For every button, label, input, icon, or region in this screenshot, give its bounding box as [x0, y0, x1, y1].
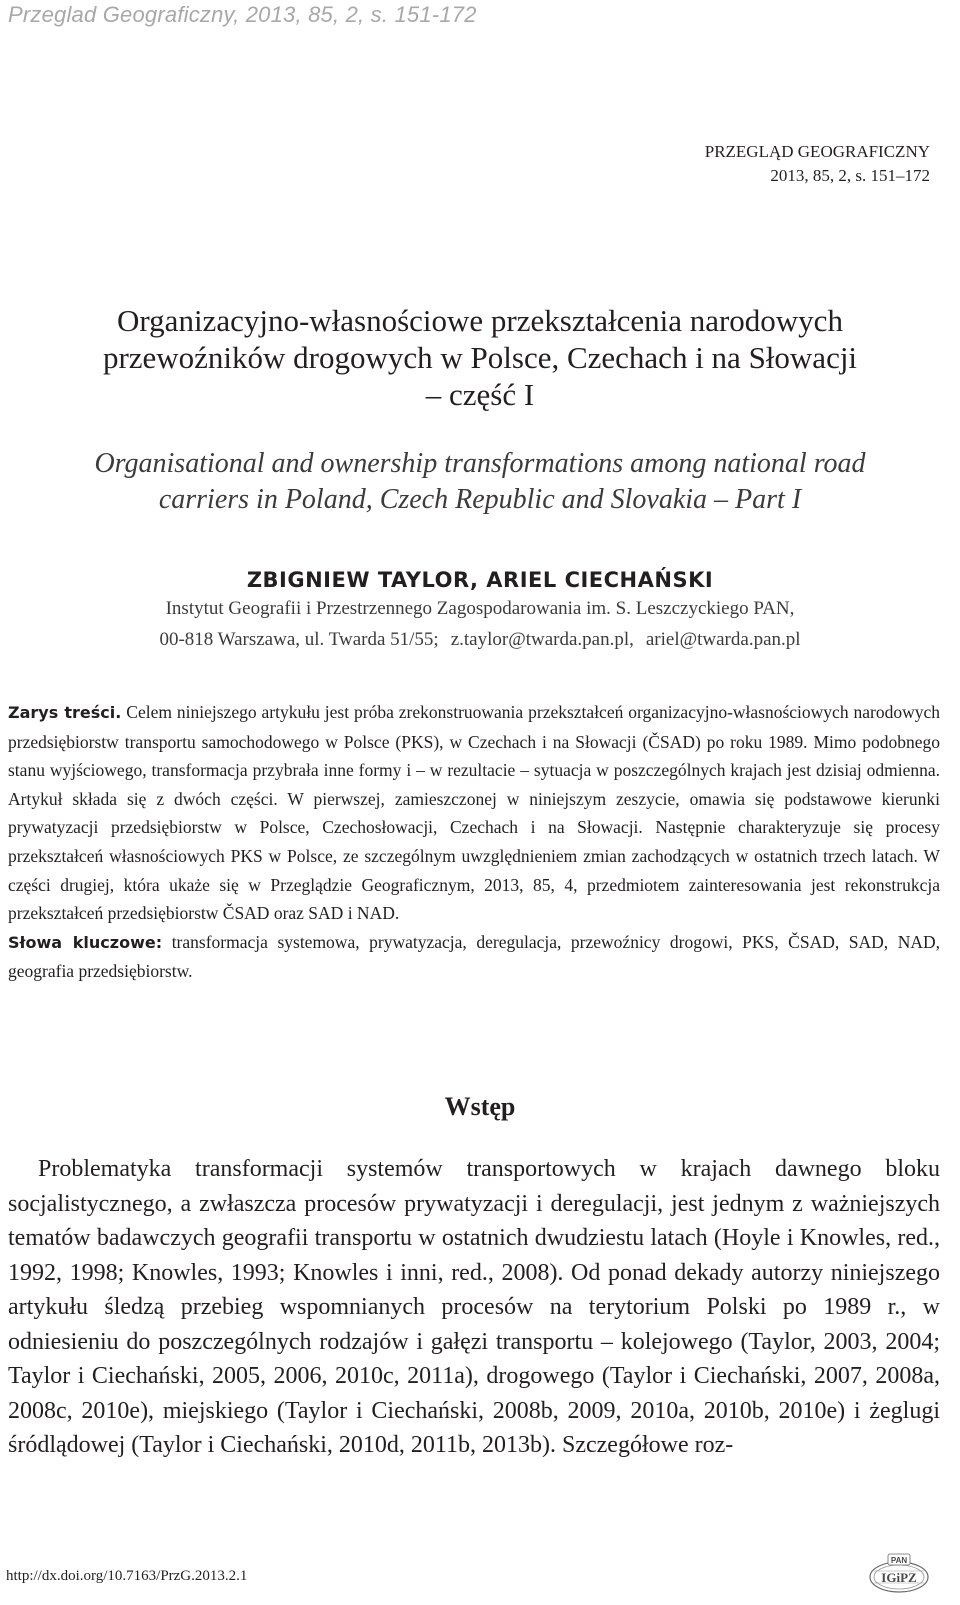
english-title — [0, 446, 960, 518]
keywords-text: transformacja systemowa, prywatyzacja, deregulacja, przewoźnicy drogowi, PKS, ČSAD, SAD, NAD, geografia przedsiębiorstw. — [8, 931, 941, 982]
affiliation-institute: Instytut Geografii i Przestrzennego Zagospodarowania im. S. Leszczyckiego PAN, — [165, 598, 795, 619]
abstract — [8, 698, 940, 986]
journal-header — [705, 140, 930, 188]
title-line-1: Organizacyjno-własnościowe przekształcenia narodowych — [117, 303, 843, 338]
intro-paragraph: Problematyka transformacji systemów transportowych w krajach dawnego bloku socjalistycznego, a zwłaszcza procesów prywatyzacji i deregulacji, jest jednym z ważniejszych tematów badawczych geografii transportu w ostatnich dwudziestu latach (Hoyle i Knowles, red., 1992, 1998; Knowles, 1993; Knowles i inni, red., 2008). Od ponad dekady autorzy niniejszego artykułu śledzą przebieg wspomnianych procesów na terytorium Polski po 1989 r., w odniesieniu do poszczególnych rodzajów i gałęzi transportu – kolejowego (Taylor, 2003, 2004; Taylor i Ciechański, 2005, 2006, 2010c, 2011a), drogowego (Taylor i Ciechański, 2007, 2008a, 2008c, 2010e), miejskiego (Taylor i Ciechański, 2008b, 2009, 2010a, 2010b, 2010e) i żeglugi śródlądowej (Taylor i Ciechański, 2010d, 2011b, 2013b). Szczegółowe roz- — [8, 1156, 940, 1458]
english-title-line-1: Organisational and ownership transformations among national road — [94, 448, 866, 479]
introduction — [8, 1152, 940, 1463]
english-title-line-2: carriers in Poland, Czech Republic and Slovakia – Part I — [158, 484, 802, 515]
affiliation-contact — [0, 624, 960, 655]
abstract-label: Zarys treści. — [8, 703, 122, 722]
source-watermark: Przeglad Geograficzny, 2013, 85, 2, s. 151-172 — [8, 2, 477, 27]
affiliation-address: 00-818 Warszawa, ul. Twarda 51/55; — [159, 629, 439, 650]
journal-issue: 2013, 85, 2, s. 151–172 — [770, 166, 930, 185]
abstract-text: Celem niniejszego artykułu jest próba zrekonstruowania przekształceń organizacyjno-własnościowych narodowych przedsiębiorstw transportu samochodowego w Polsce (PKS), w Czechach i na Słowacji (ČSAD) po roku 1989. Mimo podobnego stanu wyjściowego, transformacja przybrała inne formy i – w rezultacie – sytuacja w poszczególnych krajach jest dzisiaj odmienna. Artykuł składa się z dwóch części. W pierwszej, zamieszczonej w niniejszym zeszycie, omawia się podstawowe kierunki prywatyzacji przedsiębiorstw w Polsce, Czechosłowacji, Czechach i na Słowacji. Następnie charakteryzuje się procesy przekształceń własnościowych PKS w Polsce, ze szczególnym uwzględnieniem zmian zachodzących w ostatnich trzech latach. W części drugiej, która ukaże się w Przeglądzie Geograficznym, 2013, 85, 4, przedmiotem zainteresowania jest rekonstrukcja przekształceń przedsiębiorstw ČSAD oraz SAD i NAD. — [8, 702, 941, 924]
logo-main-text: IGiPZ — [881, 1570, 917, 1585]
title-line-2: przewoźników drogowych w Polsce, Czechach i na Słowacji — [102, 340, 858, 375]
doi-link[interactable]: http://dx.doi.org/10.7163/PrzG.2013.2.1 — [6, 1568, 248, 1584]
igipz-logo-svg — [868, 1553, 930, 1597]
abstract-paragraph — [8, 698, 940, 928]
article-title — [0, 302, 960, 413]
email-link-1[interactable]: z.taylor@twarda.pan.pl, — [450, 629, 634, 650]
title-line-3: – część I — [425, 377, 535, 412]
email-link-2[interactable]: ariel@twarda.pan.pl — [645, 629, 801, 650]
logo-top-text: PAN — [890, 1556, 908, 1565]
section-heading: Wstęp — [444, 1092, 516, 1121]
keywords-label: Słowa kluczowe: — [8, 932, 163, 952]
authors: ZBIGNIEW TAYLOR, ARIEL CIECHAŃSKI — [246, 568, 714, 592]
affiliation — [0, 593, 960, 655]
journal-name: PRZEGLĄD GEOGRAFICZNY — [704, 142, 930, 161]
igipz-logo-icon — [868, 1553, 930, 1597]
keywords-paragraph — [8, 928, 940, 986]
